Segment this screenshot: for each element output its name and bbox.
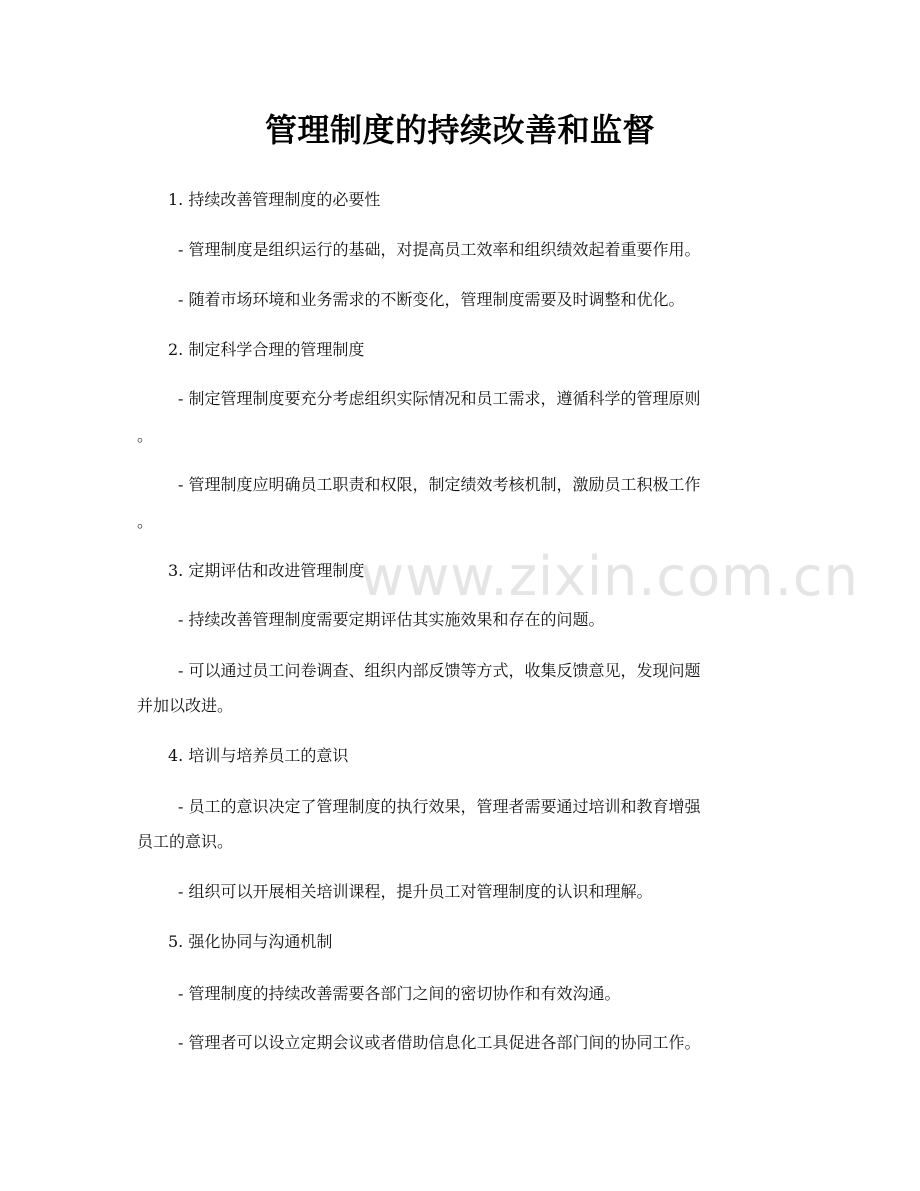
- bullet-4-1-continuation: 员工的意识。: [137, 832, 234, 851]
- section-heading-2: 2. 制定科学合理的管理制度: [168, 340, 365, 359]
- bullet-3-2: - 可以通过员工问卷调查、组织内部反馈等方式，收集反馈意见，发现问题: [178, 661, 701, 680]
- bullet-4-2: - 组织可以开展相关培训课程，提升员工对管理制度的认识和理解。: [178, 882, 653, 901]
- bullet-5-1: - 管理制度的持续改善需要各部门之间的密切协作和有效沟通。: [178, 984, 621, 1003]
- bullet-4-1: - 员工的意识决定了管理制度的执行效果，管理者需要通过培训和教育增强: [178, 797, 701, 816]
- bullet-1-1: - 管理制度是组织运行的基础，对提高员工效率和组织绩效起着重要作用。: [178, 240, 701, 259]
- bullet-1-2: - 随着市场环境和业务需求的不断变化，管理制度需要及时调整和优化。: [178, 290, 685, 309]
- bullet-2-1: - 制定管理制度要充分考虑组织实际情况和员工需求，遵循科学的管理原则: [178, 389, 701, 408]
- watermark: www.zixin.com.cn: [360, 545, 859, 608]
- bullet-2-1-continuation: 。: [137, 426, 154, 445]
- section-heading-5: 5. 强化协同与沟通机制: [168, 932, 333, 951]
- bullet-2-2: - 管理制度应明确员工职责和权限，制定绩效考核机制，激励员工积极工作: [178, 475, 701, 494]
- bullet-3-2-continuation: 并加以改进。: [137, 696, 234, 715]
- bullet-3-1: - 持续改善管理制度需要定期评估其实施效果和存在的问题。: [178, 610, 605, 629]
- section-heading-1: 1. 持续改善管理制度的必要性: [168, 190, 381, 209]
- section-heading-3: 3. 定期评估和改进管理制度: [168, 561, 365, 580]
- section-heading-4: 4. 培训与培养员工的意识: [168, 746, 349, 765]
- document-title: 管理制度的持续改善和监督: [264, 111, 655, 149]
- bullet-5-2: - 管理者可以设立定期会议或者借助信息化工具促进各部门间的协同工作。: [178, 1033, 701, 1052]
- bullet-2-2-continuation: 。: [137, 512, 154, 531]
